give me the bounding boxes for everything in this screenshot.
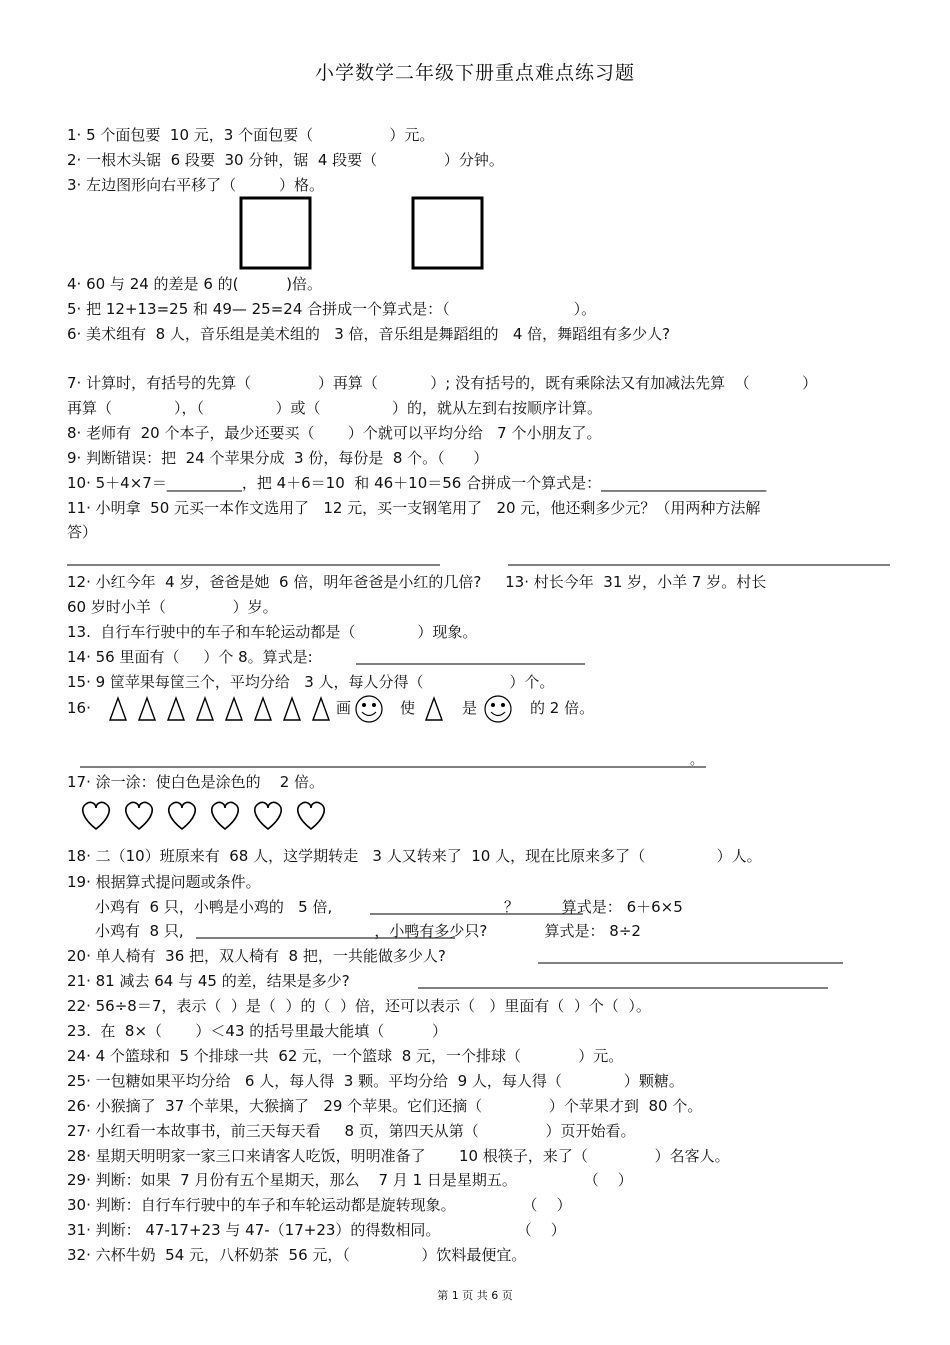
question-1: 1· 5 个面包要 10 元，3 个面包要（ ）元。 bbox=[67, 126, 435, 144]
question-16-double: 的 2 倍。 bbox=[530, 699, 595, 717]
question-32: 32· 六杯牛奶 54 元，八杯奶茶 56 元，（ ）饮料最便宜。 bbox=[67, 1246, 527, 1264]
question-2: 2· 一根木头锯 6 段要 30 分钟，锯 4 段要（ ）分钟。 bbox=[67, 151, 504, 169]
question-9: 9· 判断错误：把 24 个苹果分成 3 份，每份是 8 个。（ ） bbox=[67, 449, 489, 467]
question-4: 4· 60 与 24 的差是 6 的( )倍。 bbox=[67, 275, 323, 293]
question-22: 22· 56÷8＝7，表示（ ）是（ ）的（ ）倍，还可以表示（ ）里面有（ ）个（ ）。 bbox=[67, 997, 651, 1015]
question-15: 15· 9 筐苹果每筐三个，平均分给 3 人，每人分得（ ）个。 bbox=[67, 673, 555, 691]
question-16-make: 使 bbox=[400, 699, 416, 717]
heart-icon bbox=[83, 802, 109, 829]
question-16-is: 是 bbox=[462, 699, 478, 717]
question-27: 27· 小红看一本故事书，前三天每天看 8 页，第四天从第（ ）页开始看。 bbox=[67, 1122, 636, 1140]
question-13-cont: 60 岁时小羊（ ）岁。 bbox=[67, 598, 278, 616]
question-16-draw: 画 bbox=[336, 699, 352, 717]
question-12-13: 12· 小红今年 4 岁，爸爸是她 6 倍，明年爸爸是小红的几倍? 13· 村长今年 31 岁，小羊 7 岁。村长 bbox=[67, 573, 767, 591]
question-26: 26· 小猴摘了 37 个苹果，大猴摘了 29 个苹果。它们还摘（ ）个苹果才到 80 个。 bbox=[67, 1097, 703, 1115]
heart-icon bbox=[126, 802, 152, 829]
question-19b: 小鸡有 8 只, ，小鸭有多少只? 算式是： 8÷2 bbox=[95, 922, 641, 940]
question-13b: 13. 自行车行驶中的车子和车轮运动都是（ ）现象。 bbox=[67, 623, 478, 641]
triangle-icon bbox=[313, 698, 329, 720]
question-18: 18· 二（10）班原来有 68 人，这学期转走 3 人又转来了 10 人，现在比原来多了（ ）人。 bbox=[67, 847, 762, 865]
question-30: 30· 判断：自行车行驶中的车子和车轮运动都是旋转现象。 （ ） bbox=[67, 1196, 572, 1214]
question-24: 24· 4 个篮球和 5 个排球一共 62 元，一个篮球 8 元，一个排球（ ）元。 bbox=[67, 1047, 624, 1065]
question-8: 8· 老师有 20 个本子，最少还要买（ ）个就可以平均分给 7 个小朋友了。 bbox=[67, 424, 602, 442]
question-6: 6· 美术组有 8 人，音乐组是美术组的 3 倍，音乐组是舞蹈组的 4 倍，舞蹈组有多少人? bbox=[67, 325, 671, 343]
smiley-icon bbox=[485, 696, 511, 722]
question-11-cont: 答） bbox=[67, 523, 98, 541]
question-21: 21· 81 减去 64 与 45 的差，结果是多少? bbox=[67, 972, 350, 990]
question-31: 31· 判断： 47-17+23 与 47-（17+23）的得数相同。 （ ） bbox=[67, 1221, 566, 1239]
question-14: 14· 56 里面有（ ）个 8。算式是: bbox=[67, 648, 313, 666]
triangle-row bbox=[110, 698, 442, 720]
page-title: 小学数学二年级下册重点难点练习题 bbox=[314, 62, 635, 84]
page-footer: 第 1 页 共 6 页 bbox=[437, 1289, 513, 1302]
question-5: 5· 把 12+13=25 和 49— 25=24 合拼成一个算式是：（ ）。 bbox=[67, 300, 597, 318]
question-29: 29· 判断：如果 7 月份有五个星期天，那么 7 月 1 日是星期五。 （ ） bbox=[67, 1171, 633, 1189]
square-left bbox=[241, 198, 310, 268]
question-3: 3· 左边图形向右平移了（ ）格。 bbox=[67, 176, 324, 194]
triangle-icon bbox=[110, 698, 126, 720]
triangle-icon bbox=[226, 698, 242, 720]
heart-icon bbox=[298, 802, 324, 829]
question-25: 25· 一包糖如果平均分给 6 人，每人得 3 颗。平均分给 9 人，每人得（ ）颗糖。 bbox=[67, 1072, 684, 1090]
question-28: 28· 星期天明明家一家三口来请客人吃饭，明明准备了 10 根筷子，来了（ ）名客人。 bbox=[67, 1147, 730, 1165]
triangle-icon bbox=[284, 698, 300, 720]
triangle-icon bbox=[426, 698, 442, 720]
heart-icon bbox=[169, 802, 195, 829]
question-23: 23. 在 8×（ ）＜43 的括号里最大能填（ ） bbox=[67, 1022, 447, 1040]
triangle-icon bbox=[197, 698, 213, 720]
question-16: 16· bbox=[67, 699, 91, 717]
heart-icon bbox=[255, 802, 281, 829]
triangle-icon bbox=[168, 698, 184, 720]
question-19: 19· 根据算式提问题或条件。 bbox=[67, 873, 261, 891]
smiley-icon bbox=[356, 696, 382, 722]
question-20: 20· 单人椅有 36 把，双人椅有 8 把，一共能做多少人? bbox=[67, 947, 446, 965]
square-right bbox=[413, 198, 482, 268]
question-7: 7· 计算时，有括号的先算（ ）再算（ ）; 没有括号的，既有乘除法又有加减法先算 （ ） bbox=[67, 374, 818, 392]
heart-icon bbox=[212, 802, 238, 829]
triangle-icon bbox=[139, 698, 155, 720]
triangle-icon bbox=[255, 698, 271, 720]
question-19a: 小鸡有 6 只，小鸭是小鸡的 5 倍, ？ 算式是： 6＋6×5 bbox=[95, 898, 683, 916]
heart-row bbox=[83, 802, 324, 829]
question-16-end: 。 bbox=[690, 753, 704, 768]
question-17: 17· 涂一涂：使白色是涂色的 2 倍。 bbox=[67, 773, 325, 791]
question-10: 10· 5＋4×7＝__________，把 4＋6＝10 和 46＋10＝56 合拼成一个算式是：______________________ bbox=[67, 474, 767, 492]
question-11: 11· 小明拿 50 元买一本作文选用了 12 元，买一支钢笔用了 20 元，他还剩多少元？（用两种方法解 bbox=[67, 499, 761, 517]
question-7-cont: 再算（ ），（ ）或（ ）的，就从左到右按顺序计算。 bbox=[67, 399, 603, 417]
